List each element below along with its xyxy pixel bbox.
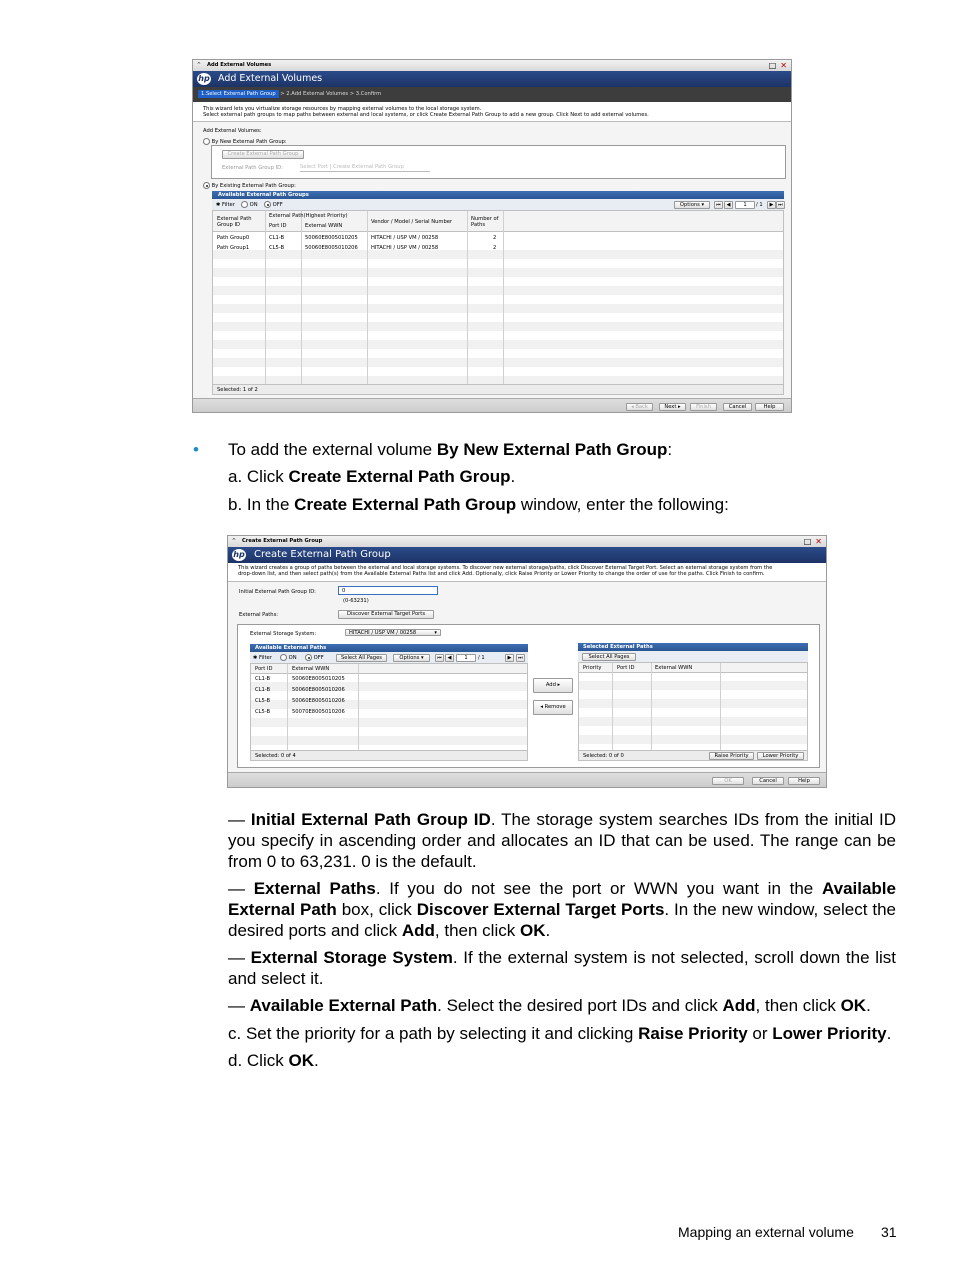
- on-label: ON: [288, 655, 297, 661]
- filter-off[interactable]: [264, 201, 283, 208]
- step-separator: >: [349, 91, 355, 97]
- maximize-icon[interactable]: □: [803, 537, 812, 546]
- wizard-button-bar: [193, 398, 791, 413]
- first-page-icon[interactable]: ⏮: [435, 654, 444, 662]
- footer-section-title: Mapping an external volume: [678, 1224, 854, 1240]
- para-text: . The storage system searches IDs from the initial ID you specify in ascending order and allocates an ID that can be used. The range can be from 0 to 63,231. 0 is the default.: [228, 810, 896, 871]
- radio-selected-icon[interactable]: [203, 182, 210, 189]
- selected-paths-table: [578, 662, 808, 761]
- row-stripe: [579, 735, 807, 744]
- cell-group: Path Group0: [217, 235, 250, 241]
- off-label: OFF: [313, 655, 324, 661]
- add-button[interactable]: Add ▸: [533, 678, 573, 693]
- cancel-button[interactable]: Cancel: [723, 403, 752, 411]
- hp-logo-icon: hp: [233, 550, 245, 559]
- row-stripe: [579, 681, 807, 690]
- column-divider: [467, 211, 468, 394]
- col-highest-priority: External Path(Highest Priority): [269, 213, 348, 219]
- term-bold: Discover External Target Ports: [416, 900, 665, 919]
- description-line: drop-down list, and then select path(s) from the Available External Paths list and click Add. Optionally, click Raise Priority or Lower Priority to change the order of use for the paths. Click Finish to confirm.: [238, 571, 765, 577]
- dash: —: [228, 879, 254, 898]
- new-group-box: [211, 145, 786, 179]
- row-stripe: [579, 717, 807, 726]
- storage-system-value: HITACHI / USP VM / 00258: [349, 630, 417, 636]
- step-2: 2.Add External Volumes: [286, 91, 349, 97]
- add-external-volumes-window: [192, 59, 792, 413]
- term-bold: Available External Path: [228, 879, 896, 919]
- description-line: This wizard lets you virtualize storage resources by mapping external volumes to the local storage system.: [203, 106, 482, 112]
- col-external-wwn[interactable]: External WWN: [655, 665, 693, 671]
- on-label: ON: [249, 202, 258, 208]
- step-separator: >: [280, 91, 285, 97]
- row-stripe: [251, 736, 527, 745]
- external-paths-label: External Paths:: [239, 612, 279, 618]
- next-page-icon[interactable]: ▶: [767, 201, 776, 209]
- para-text: . Select the desired port IDs and click: [437, 996, 723, 1015]
- banner-title: Add External Volumes: [218, 73, 323, 84]
- back-button[interactable]: ◂ Back: [626, 403, 653, 411]
- intro-text: To add the external volume: [228, 440, 437, 459]
- next-button[interactable]: Next ▸: [659, 403, 686, 411]
- wizard-description: [193, 102, 791, 122]
- by-existing-group-option[interactable]: [203, 182, 296, 189]
- maximize-icon[interactable]: □: [768, 61, 777, 70]
- step-c-text: c. Set the priority for a path by selecting it and clicking: [228, 1024, 639, 1043]
- filter-label: Filter: [222, 202, 235, 208]
- cell-port: CL1-B: [269, 235, 285, 241]
- row-stripe: [579, 699, 807, 708]
- row-stripe: [213, 250, 783, 259]
- dash: —: [228, 810, 251, 829]
- table-header: [579, 663, 807, 673]
- path-group-id-field[interactable]: Select Port | Create External Path Group: [300, 164, 430, 172]
- remove-button[interactable]: ◂ Remove: [533, 700, 573, 715]
- page-input[interactable]: 1: [456, 654, 476, 662]
- term-bold: OK: [288, 1051, 314, 1070]
- filter-on[interactable]: [280, 654, 297, 661]
- close-icon[interactable]: ✕: [815, 537, 822, 546]
- col-group-id[interactable]: External Path Group ID: [217, 216, 252, 228]
- cell-port: CL1-B: [255, 676, 271, 682]
- wizard-button-bar: [228, 772, 826, 788]
- step-b-bold: Create External Path Group: [294, 495, 517, 514]
- para-external-storage: [228, 947, 896, 989]
- cell-wwn: 50060E8005010205: [292, 676, 345, 682]
- page-total: / 1: [478, 655, 485, 661]
- storage-system-select[interactable]: [345, 629, 441, 636]
- step-d-text: d. Click: [228, 1051, 289, 1070]
- initial-id-label: Initial External Path Group ID:: [239, 589, 316, 595]
- wizard-steps: [193, 87, 791, 102]
- para-text: . In the new window, select the desired ports and click: [228, 900, 896, 940]
- para-text: , then click: [755, 996, 841, 1015]
- column-divider: [612, 663, 613, 760]
- radio-selected-icon[interactable]: [264, 201, 271, 208]
- step-b: [228, 494, 729, 515]
- column-divider: [301, 211, 302, 394]
- selected-paths-header: Selected External Paths: [578, 643, 808, 651]
- radio-selected-icon[interactable]: [305, 654, 312, 661]
- row-stripe: [213, 286, 783, 295]
- para-available-path: [228, 995, 896, 1016]
- discover-external-target-ports-button[interactable]: Discover External Target Ports: [338, 610, 434, 619]
- chevron-down-icon: ▾: [434, 630, 437, 636]
- storage-system-label: External Storage System:: [250, 631, 317, 637]
- term-bold: OK: [519, 921, 546, 940]
- window-title: Create External Path Group: [242, 538, 323, 544]
- page-total: / 1: [756, 202, 763, 208]
- term-bold: External Paths: [253, 879, 376, 898]
- term-bold: Add: [401, 921, 435, 940]
- col-external-wwn[interactable]: External WWN: [305, 223, 343, 229]
- cell-port: CL5-B: [269, 245, 285, 251]
- collapse-icon[interactable]: ⌃: [196, 61, 202, 69]
- table-footer: [213, 384, 783, 394]
- create-external-path-group-window: [227, 535, 827, 788]
- cell-wwn: 50060E8005010206: [305, 245, 358, 251]
- step-d-text: .: [313, 1051, 319, 1070]
- external-paths-box: [237, 624, 820, 768]
- column-divider: [503, 211, 504, 394]
- description-line: Select external path groups to map paths between external and local systems, or click Create External Path Group to add a new group. Click Next to add external volumes.: [203, 112, 649, 118]
- term-bold: Raise Priority: [638, 1024, 748, 1043]
- term-bold: Available External Path: [249, 996, 438, 1015]
- row-stripe: [213, 358, 783, 367]
- radio-icon[interactable]: [241, 201, 248, 208]
- column-divider: [651, 663, 652, 760]
- step-c-text: .: [886, 1024, 892, 1043]
- selected-count: Selected: 0 of 4: [255, 753, 296, 759]
- filter-off[interactable]: [305, 654, 324, 661]
- term-bold: OK: [840, 996, 867, 1015]
- available-paths-header: Available External Paths: [250, 644, 528, 652]
- cell-port: CL1-B: [255, 687, 271, 693]
- off-label: OFF: [272, 202, 283, 208]
- step-a: [228, 466, 515, 487]
- step-c-text: or: [747, 1024, 773, 1043]
- col-external-wwn[interactable]: External WWN: [292, 666, 330, 672]
- description-line: This wizard creates a group of paths between the external and local storage systems. To discover new external storage/paths, click Discover External Target Port. Select an external storage system from the: [238, 565, 773, 571]
- cell-wwn: 50070E8005010206: [292, 709, 345, 715]
- selected-count: Selected: 0 of 0: [583, 753, 624, 759]
- para-text: , then click: [434, 921, 520, 940]
- table-footer: [579, 750, 807, 760]
- para-text: box, click: [336, 900, 417, 919]
- create-external-path-group-button[interactable]: Create External Path Group: [222, 150, 304, 159]
- options-label: Options: [679, 202, 700, 208]
- wizard-banner: [228, 547, 826, 563]
- wizard-banner: [193, 71, 791, 87]
- selected-count: Selected: 1 of 2: [217, 387, 258, 393]
- initial-id-input[interactable]: 0: [338, 586, 438, 595]
- step-d: [228, 1050, 319, 1071]
- column-divider: [287, 664, 288, 760]
- prev-page-icon[interactable]: ◀: [445, 654, 454, 662]
- term-bold: Lower Priority: [772, 1024, 887, 1043]
- step-a-punct: .: [510, 467, 516, 486]
- banner-title: Create External Path Group: [254, 549, 391, 560]
- col-port-id[interactable]: Port ID: [617, 665, 635, 671]
- add-external-volumes-label: Add External Volumes:: [203, 128, 262, 134]
- filter-label: Filter: [259, 655, 272, 661]
- bullet-icon: •: [193, 440, 199, 459]
- col-port-id[interactable]: Port ID: [255, 666, 273, 672]
- intro-line: [228, 439, 672, 460]
- hp-logo-icon: hp: [198, 74, 210, 83]
- filter-control[interactable]: ✱ Filter: [253, 655, 272, 661]
- row-stripe: [213, 322, 783, 331]
- step-1: 1.Select External Path Group: [198, 90, 279, 98]
- radio-icon[interactable]: [203, 138, 210, 145]
- step-3: 3.Confirm: [355, 91, 382, 97]
- cell-num: 2: [493, 245, 497, 251]
- dash: —: [228, 996, 250, 1015]
- column-divider: [367, 211, 368, 394]
- available-groups-header: Available External Path Groups: [212, 191, 784, 199]
- raise-priority-button[interactable]: Raise Priority: [709, 752, 754, 760]
- page-input[interactable]: 1: [735, 201, 755, 209]
- row-stripe: [213, 340, 783, 349]
- col-priority[interactable]: Priority: [583, 665, 602, 671]
- by-new-label: By New External Path Group:: [211, 139, 287, 145]
- column-divider: [358, 664, 359, 760]
- finish-button[interactable]: Finish: [690, 403, 717, 411]
- row-stripe: [213, 304, 783, 313]
- options-label: Options: [399, 655, 420, 661]
- intro-bold: By New External Path Group: [436, 440, 668, 459]
- cell-group: Path Group1: [217, 245, 250, 251]
- para-text: .: [545, 921, 551, 940]
- options-dropdown[interactable]: Options ▾: [674, 201, 710, 209]
- close-icon[interactable]: ✕: [780, 61, 787, 70]
- step-b-text: b. In the: [228, 495, 295, 514]
- help-button[interactable]: Help: [788, 777, 820, 785]
- para-external-paths: [228, 878, 896, 941]
- filter-control[interactable]: ✱ Filter: [216, 202, 235, 208]
- by-existing-label: By Existing External Path Group:: [211, 183, 296, 189]
- para-initial-id: [228, 809, 896, 872]
- term-bold: External Storage System: [250, 948, 453, 967]
- term-bold: Initial External Path Group ID: [250, 810, 491, 829]
- select-all-pages-button[interactable]: Select All Pages: [582, 653, 636, 661]
- column-divider: [265, 211, 266, 394]
- lower-priority-button[interactable]: Lower Priority: [757, 752, 804, 760]
- col-number-of-paths[interactable]: Number of Paths: [471, 216, 499, 228]
- row-stripe: [251, 718, 527, 727]
- path-group-id-label: External Path Group ID:: [222, 165, 283, 171]
- cell-port: CL5-B: [255, 698, 271, 704]
- para-text: . If the external system is not selected, scroll down the list and select it.: [228, 948, 896, 988]
- help-button[interactable]: Help: [755, 403, 784, 411]
- wizard-description: [228, 563, 826, 582]
- page-number: 31: [881, 1224, 897, 1240]
- cancel-button[interactable]: Cancel: [752, 777, 784, 785]
- groups-table: [212, 210, 784, 395]
- para-text: . If you do not see the port or WWN you want in the: [375, 879, 822, 898]
- by-new-group-option[interactable]: [203, 138, 287, 145]
- filter-on[interactable]: [241, 201, 258, 208]
- initial-id-range: (0-63231): [343, 598, 369, 604]
- step-c: [228, 1023, 891, 1044]
- cell-port: CL5-B: [255, 709, 271, 715]
- cell-vendor: HITACHI / USP VM / 00258: [371, 235, 439, 241]
- row-stripe: [213, 268, 783, 277]
- available-paths-table: [250, 663, 528, 761]
- cell-num: 2: [493, 235, 497, 241]
- collapse-icon[interactable]: ⌃: [231, 537, 237, 545]
- step-b-rest: window, enter the following:: [516, 495, 729, 514]
- step-a-text: a. Click: [228, 467, 289, 486]
- cell-vendor: HITACHI / USP VM / 00258: [371, 245, 439, 251]
- first-page-icon[interactable]: ⏮: [714, 201, 723, 209]
- window-title: Add External Volumes: [207, 62, 272, 68]
- dash: —: [228, 948, 251, 967]
- column-divider: [720, 663, 721, 760]
- prev-page-icon[interactable]: ◀: [724, 201, 733, 209]
- select-all-pages-button[interactable]: Select All Pages: [336, 654, 387, 662]
- table-footer: [251, 750, 527, 760]
- term-bold: Add: [722, 996, 756, 1015]
- para-text: .: [866, 996, 871, 1015]
- intro-punct: :: [667, 440, 673, 459]
- ok-button[interactable]: OK: [712, 777, 744, 785]
- options-dropdown[interactable]: Options ▾: [393, 654, 430, 662]
- step-a-bold: Create External Path Group: [288, 467, 511, 486]
- cell-wwn: 50060E8005010206: [292, 698, 345, 704]
- radio-icon[interactable]: [280, 654, 287, 661]
- cell-wwn: 50060E8005010205: [305, 235, 358, 241]
- col-port-id[interactable]: Port ID: [269, 223, 287, 229]
- last-page-icon[interactable]: ⏭: [516, 654, 525, 662]
- cell-wwn: 50060E8005010206: [292, 687, 345, 693]
- col-vendor[interactable]: Vendor / Model / Serial Number: [371, 219, 453, 225]
- last-page-icon[interactable]: ⏭: [776, 201, 785, 209]
- next-page-icon[interactable]: ▶: [505, 654, 514, 662]
